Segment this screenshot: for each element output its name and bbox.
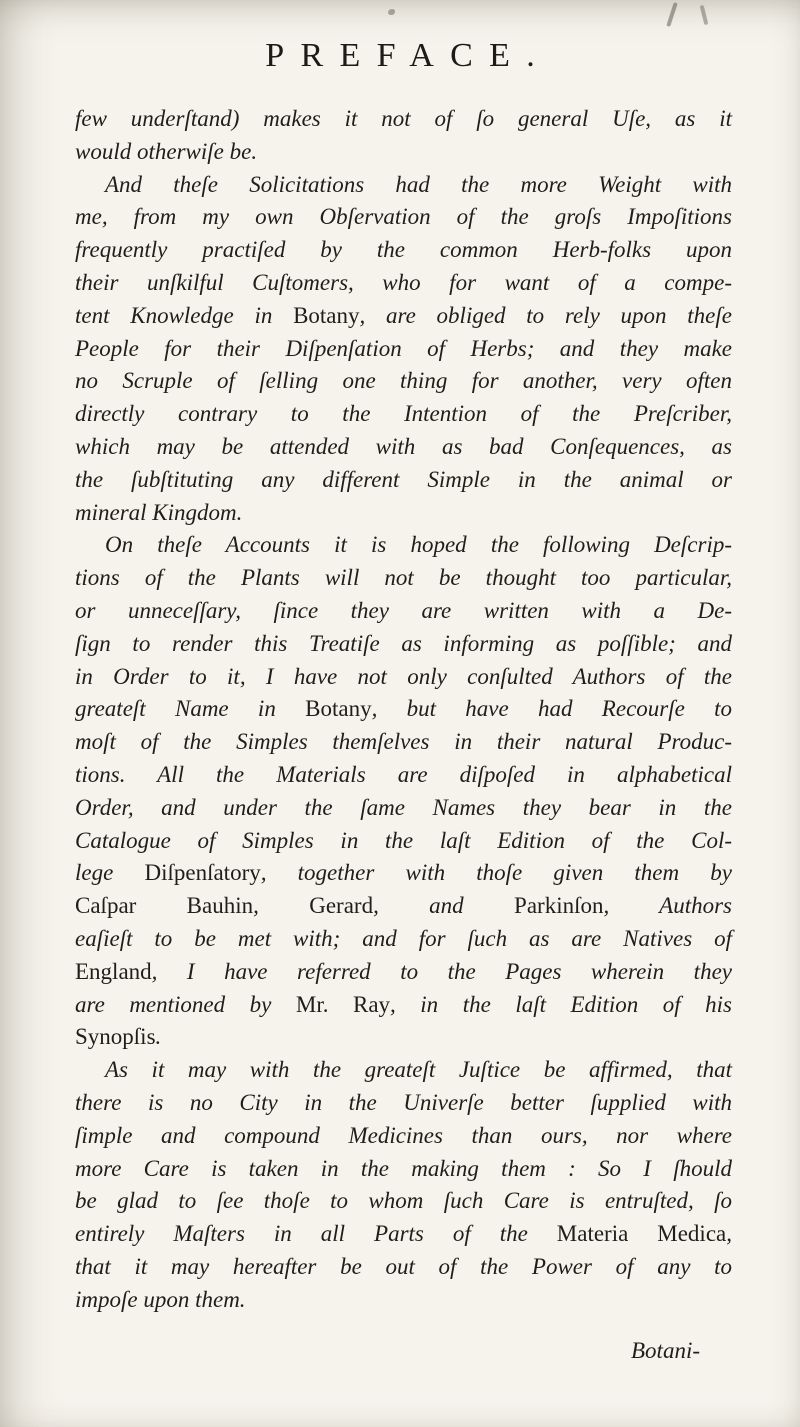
text-line [75,825,732,858]
text-line [75,693,732,726]
text-segment: , together with thoſe given them by [260,860,732,886]
text-segment: eaſieſt to be met with; and for ſuch as are Natives of [75,925,732,951]
text-line [75,267,732,300]
text-line [75,365,732,398]
text-line [75,759,732,792]
text-segment: few underſtand) makes it not of ſo general Uſe, as it [75,106,732,131]
text-segment: frequently practiſed by the common Herb-folks upon [75,237,732,263]
text-line [75,792,732,825]
text-segment: . [155,1024,162,1050]
text-line [75,1120,732,1153]
text-segment: , in the laſt Edition of his [390,991,732,1017]
text-segment: no Scruple of ſelling one thing for another, very often [75,368,732,394]
text-line [75,234,732,267]
catchword: Botani- [631,1338,700,1363]
preface-text [0,103,800,1316]
text-segment: On theſe Accounts it is hoped the following Deſcrip- [105,532,732,558]
text-line [75,333,732,366]
text-segment: , [726,1221,732,1247]
text-line [75,431,732,464]
text-line [75,857,732,890]
text-line [75,1021,732,1054]
text-line [75,661,732,694]
text-segment: would otherwiſe be. [75,138,258,164]
text-segment: which may be attended with as bad Conſequences, as [75,433,732,459]
text-segment: Catalogue of Simples in the laſt Edition of the Col- [75,827,732,853]
text-line [75,201,732,234]
text-line [75,1251,732,1284]
text-segment: , and [373,893,515,919]
text-line [75,1284,732,1317]
text-segment: ſimple and compound Medicines than ours, nor where [75,1122,732,1148]
text-segment: or unneceſſary, ſince they are written with a De- [75,597,732,623]
text-line [75,1218,732,1251]
text-line [75,300,732,333]
text-segment: impoſe upon them. [75,1286,246,1312]
proper-noun: Mr. Ray [295,991,391,1017]
text-segment: As it may with the greateſt Juſtice be affirmed, that [105,1057,732,1083]
proper-noun: Botany [305,696,372,722]
text-line [75,923,732,956]
text-segment: , Authors [603,893,733,919]
text-segment: directly contrary to the Intention of the Preſcriber, [75,401,732,427]
text-line [75,1054,732,1087]
text-segment: more Care is taken in the making them : So I ſhould [75,1155,732,1181]
text-segment: greateſt Name in [75,696,306,722]
text-line [75,497,732,530]
proper-noun: Materia Medica [556,1221,727,1247]
text-line [75,136,732,169]
text-line [75,989,732,1022]
text-line [75,726,732,759]
text-segment: , I have referred to the Pages wherein they [151,958,732,984]
text-segment: moſt of the Simples themſelves in their natural Produc- [75,729,732,755]
text-line [75,562,732,595]
text-line [75,1185,732,1218]
text-segment: there is no City in the Univerſe better ſupplied with [75,1089,732,1115]
text-line [75,890,732,923]
text-segment: tions. All the Materials are diſpoſed in alphabetical [75,761,732,787]
text-line [75,529,732,562]
text-segment: be glad to ſee thoſe to whom ſuch Care is entruſted, ſo [75,1188,732,1214]
text-line [75,103,732,136]
text-line [75,1153,732,1186]
text-line [75,595,732,628]
text-segment: , are obliged to rely upon theſe [359,302,732,328]
proper-noun: Gerard [309,893,374,919]
proper-noun: Parkinſon [514,893,604,919]
text-segment: tions of the Plants will not be thought too particular, [75,565,732,591]
text-segment: , but have had Recourſe to [371,696,733,722]
proper-noun: Botany [293,302,360,328]
text-segment: their unſkilful Cuſtomers, who for want of a compe- [75,269,732,295]
text-line [75,464,732,497]
text-segment: tent Knowledge in [75,302,294,328]
text-segment: mineral Kingdom. [75,499,243,525]
text-segment: entirely Maſters in all Parts of the [75,1221,557,1247]
proper-noun: Diſpenſatory [144,860,261,886]
text-segment: , [253,893,310,919]
text-segment: are mentioned by [75,991,296,1017]
text-line [75,628,732,661]
text-segment: And theſe Solicitations had the more Weight with [105,171,732,197]
text-segment: lege [75,860,145,886]
text-segment: that it may hereafter be out of the Power of any to [75,1253,732,1279]
text-segment: Order, and under the ſame Names they bear in the [75,794,732,820]
text-line [75,956,732,989]
text-segment: me, from my own Obſervation of the groſs Impoſitions [75,204,732,230]
text-line [75,1087,732,1120]
proper-noun: England [75,958,152,984]
proper-noun: Synopſis [75,1024,156,1050]
proper-noun: Caſpar Bauhin [75,893,254,919]
text-segment: People for their Diſpenſation of Herbs; and they make [75,335,732,361]
text-line [75,169,732,202]
text-segment: in Order to it, I have not only conſulted Authors of the [75,663,732,689]
text-segment: ſign to render this Treatiſe as informing as poſſible; and [75,630,732,656]
text-segment: the ſubſtituting any different Simple in the animal or [75,466,732,492]
page-title: PREFACE. [265,37,552,74]
text-line [75,398,732,431]
